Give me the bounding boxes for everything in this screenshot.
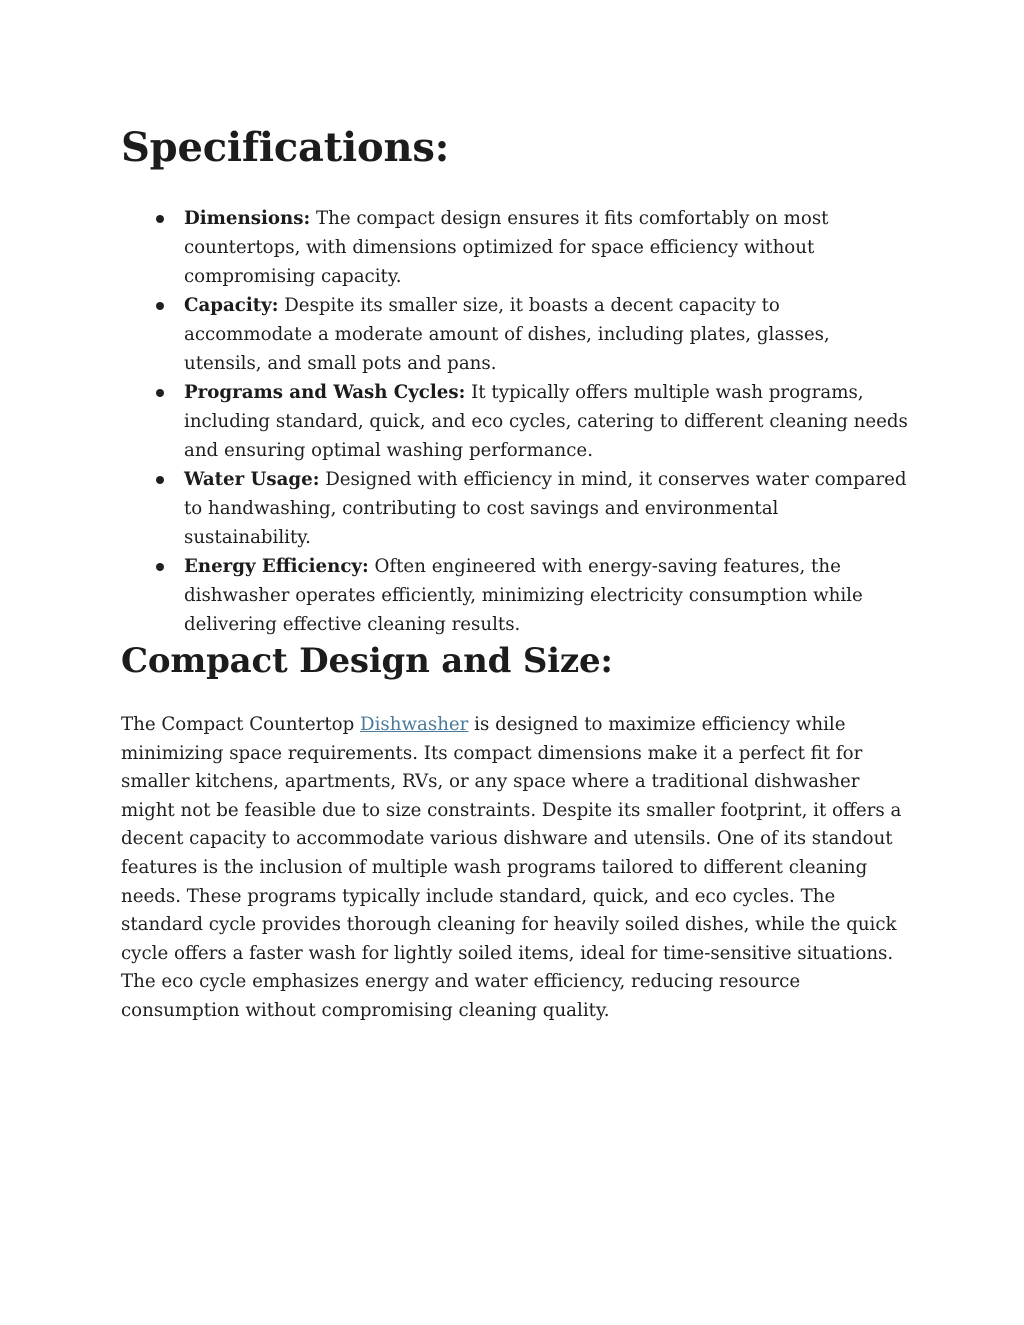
list-item-text: Despite its smaller size, it boasts a decent capacity to accommodate a moderate amount of dishes, including plates, glasses, utensils, and small pots and pans. xyxy=(184,295,830,374)
bullet-icon xyxy=(156,389,164,397)
list-item-label: Water Usage: xyxy=(184,469,320,490)
list-item-text: Often engineered with energy-saving features, the dishwasher operates efficiently, minimizing electricity consumption while delivering effective cleaning results. xyxy=(184,556,863,635)
bullet-icon xyxy=(156,302,164,310)
list-item xyxy=(121,552,911,639)
list-item-text: The compact design ensures it fits comfortably on most countertops, with dimensions optimized for space efficiency without compromising capacity. xyxy=(184,208,829,287)
list-item-text: Designed with efficiency in mind, it conserves water compared to handwashing, contributing to cost savings and environmental sustainability. xyxy=(184,469,907,548)
list-item xyxy=(121,465,911,552)
list-item xyxy=(121,291,911,378)
bullet-icon xyxy=(156,476,164,484)
paragraph-text-before-link: The Compact Countertop xyxy=(121,714,361,735)
compact-design-paragraph xyxy=(121,711,911,1026)
specifications-heading: Specifications: xyxy=(121,124,450,171)
bullet-icon xyxy=(156,563,164,571)
list-item xyxy=(121,204,911,291)
list-item-label: Programs and Wash Cycles: xyxy=(184,382,466,403)
list-item xyxy=(121,378,911,465)
paragraph-text-after-link: is designed to maximize efficiency while minimizing space requirements. Its compact dimensions make it a perfect fit for smaller kitchens, apartments, RVs, or any space where a traditional dishwasher might not be feasible due to size constraints. Despite its smaller footprint, it offers a decent capacity to accommodate various dishware and utensils. One of its standout features is the inclusion of multiple wash programs tailored to different cleaning needs. These programs typically include standard, quick, and eco cycles. The standard cycle provides thorough cleaning for heavily soiled dishes, while the quick cycle offers a faster wash for lightly soiled items, ideal for time-sensitive situations. The eco cycle emphasizes energy and water efficiency, reducing resource consumption without compromising cleaning quality. xyxy=(121,714,902,1021)
list-item-text: It typically offers multiple wash programs, including standard, quick, and eco cycles, catering to different cleaning needs and ensuring optimal washing performance. xyxy=(184,382,908,461)
bullet-icon xyxy=(156,215,164,223)
list-item-label: Capacity: xyxy=(184,295,279,316)
compact-design-heading: Compact Design and Size: xyxy=(121,641,613,681)
list-item-label: Dimensions: xyxy=(184,208,311,229)
specifications-list xyxy=(121,204,911,639)
dishwasher-link[interactable]: Dishwasher xyxy=(360,714,469,735)
list-item-label: Energy Efficiency: xyxy=(184,556,369,577)
